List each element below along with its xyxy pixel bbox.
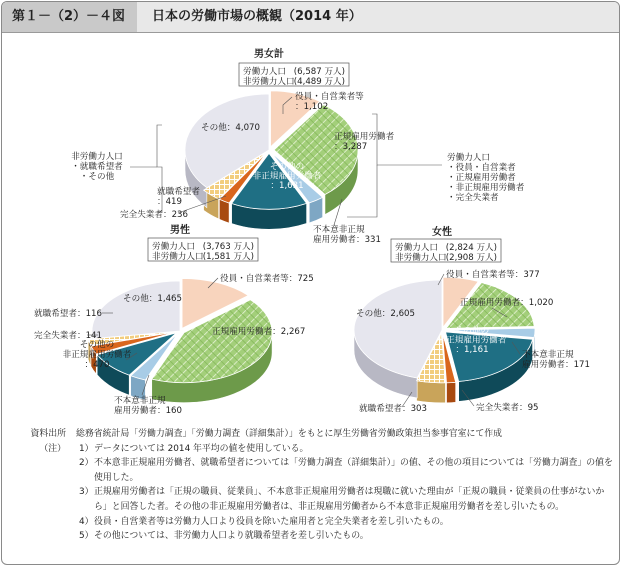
slice-label-executive: 役員・自営業者等：377	[446, 270, 540, 280]
note-row	[8, 456, 613, 485]
note-text: 不本意非正規雇用労働者、就職希望者については「労働力調査（詳細集計）」の値、その他の項目については「労働力調査」の値を使用した。	[94, 458, 613, 483]
source-row	[8, 427, 613, 442]
pie-slice-others	[92, 281, 180, 339]
note-key: （注）	[39, 443, 66, 454]
note-row	[8, 515, 613, 530]
bracket-label-non-labor: 非労働力人口・就職希望者・その他	[71, 152, 123, 182]
note-number: 5）	[79, 531, 94, 542]
slice-label-unemployed: 完全失業者：236	[120, 210, 188, 220]
info-box-female	[391, 239, 501, 263]
slice-label-job-seekers: 就職希望者：303	[359, 404, 427, 414]
chart-title-male: 男性	[170, 225, 190, 236]
note-text: 正規雇用労働者は「正規の職員、従業員」、不本意非正規雇用労働者は現職に就いた理由が「正規の職員・従業員の仕事がないから」と回答した者。その他の非正規雇用労働者は、非正規雇用労働者から不本意非正規雇用労働者を差し引いたもの。	[94, 487, 605, 512]
note-row	[8, 529, 613, 544]
chart-title-female: 女性	[432, 227, 452, 238]
info-value: (6,587 万人)	[293, 67, 345, 77]
figure-frame	[1, 1, 620, 565]
info-label: 非労働力人口	[395, 253, 447, 263]
info-label: 非労働力人口	[152, 252, 204, 262]
slice-label-other-nonregular: その他の非正規雇用労働者：1,631	[252, 162, 322, 191]
slice-label-other-nonregular: その他の非正規雇用労働者：1,161	[437, 326, 507, 355]
note-number: 3）	[79, 487, 94, 498]
slice-side-unemployed	[447, 382, 456, 403]
chart-title-total: 男女計	[254, 49, 284, 60]
slice-side-job-seekers	[417, 381, 446, 403]
pie-charts-area	[2, 2, 619, 422]
note-row	[8, 442, 613, 457]
slice-label-unemployed: 完全失業者：141	[34, 331, 102, 341]
slice-label-involuntary: 不本意非正規雇用労働者：331	[313, 225, 381, 245]
bracket-label-labor: 労働力人口・役員・自営業者・正規雇用労働者・非正規雇用労働者・完全失業者	[447, 153, 525, 203]
info-box-male	[148, 238, 258, 262]
slice-label-others: その他：2,605	[356, 309, 415, 319]
info-value: (2,824 万人)	[445, 243, 497, 253]
note-text: 役員・自営業者等は労働力人口より役員を除いた雇用者と完全失業者を差し引いたもの。	[94, 516, 449, 527]
slice-label-regular: 正規雇用労働者：3,287	[334, 132, 395, 152]
slice-label-others: その他：4,070	[201, 123, 260, 133]
info-label: 非労働力人口	[243, 77, 295, 87]
source-key: 資料出所	[30, 429, 66, 439]
info-value: (2,908 万人)	[445, 253, 497, 263]
note-number: 4）	[79, 516, 94, 527]
slice-label-job-seekers: 就職希望者：116	[34, 309, 102, 319]
slice-label-involuntary: 不本意非正規雇用労働者：160	[114, 396, 182, 416]
source-text: 総務省統計局「労働力調査」「労働力調査（詳細集計）」をもとに厚生労働省労働政策担当参事官室にて作成	[76, 429, 502, 439]
slice-label-involuntary: 不本意非正規雇用労働者：171	[522, 350, 590, 370]
note-number: 2）	[79, 458, 94, 469]
note-text: その他については、非労働力人口より就職希望者を差し引いたもの。	[94, 531, 369, 542]
slice-label-executive: 役員・自営業者等：1,102	[295, 92, 364, 112]
slice-label-regular: 正規雇用労働者：1,020	[460, 298, 554, 308]
info-box-total	[239, 63, 349, 87]
figure-title: 日本の労働市場の概観（2014 年）	[152, 9, 362, 24]
pie-total	[185, 91, 358, 230]
info-value: (3,763 万人)	[202, 242, 254, 252]
notes-section	[8, 427, 613, 544]
info-label: 労働力人口	[243, 67, 286, 77]
figure-number: 第１－（2）－４図	[2, 2, 137, 32]
note-row	[8, 485, 613, 514]
info-label: 労働力人口	[152, 242, 195, 252]
slice-label-regular: 正規雇用労働者：2,267	[212, 327, 306, 337]
info-value: (4,489 万人)	[293, 77, 345, 87]
note-text: データについては 2014 年平均の値を使用している。	[94, 443, 309, 454]
slice-label-other-nonregular: その他の非正規雇用労働者：470	[62, 340, 132, 370]
slice-label-job-seekers: 就職希望者：419	[157, 187, 200, 207]
note-number: 1）	[79, 443, 94, 454]
info-value: (1,581 万人)	[202, 252, 254, 262]
slice-label-unemployed: 完全失業者：95	[476, 403, 539, 413]
slice-label-executive: 役員・自営業者等：725	[220, 274, 314, 284]
slice-label-others: その他：1,465	[123, 294, 182, 304]
info-label: 労働力人口	[395, 243, 438, 253]
